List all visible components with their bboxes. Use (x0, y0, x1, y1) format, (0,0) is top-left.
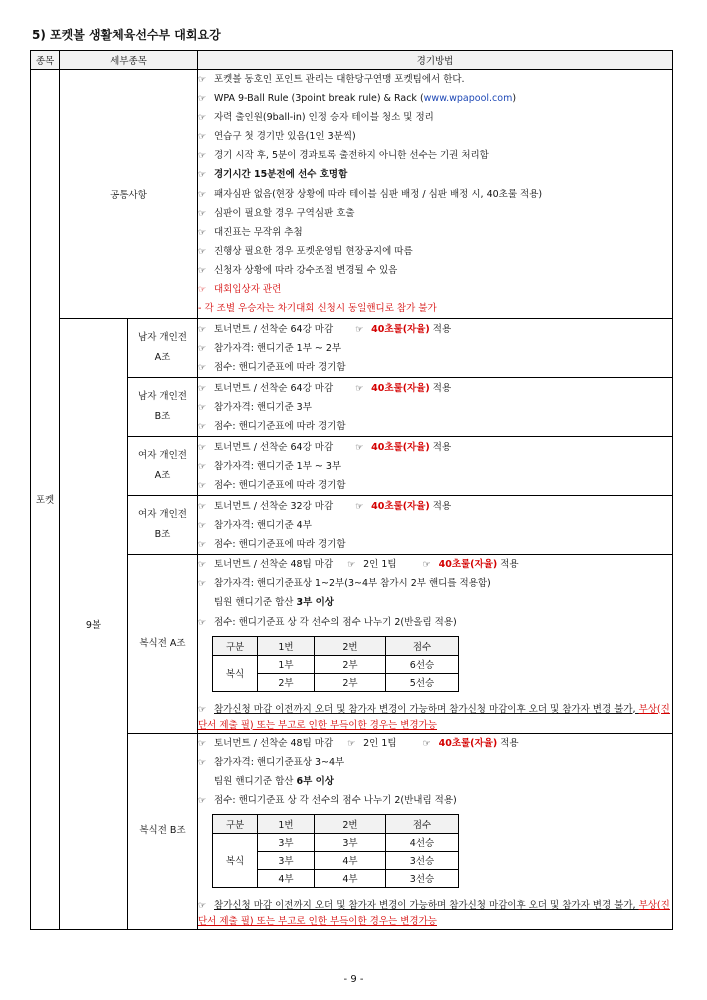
pointing-hand-icon: ☞ (198, 539, 207, 550)
division-label: 여자 개인전 B조 (128, 496, 198, 555)
sport-cell: 포켓 (31, 70, 60, 930)
division-lines: ☞ 토너먼트 / 선착순 48팀 마감 ☞ 2인 1팀 ☞ 40초룰(자율) 적용 ☞ 참가자격: 핸디기준표상 3~4부 팀원 핸디기준 합산 6부 이상 ☞ 점수: 핸디기준표 상 각 선수의 점수 나누기 2(반내림 적용) 구분 1번 2번 점수 복식 3부 3부 4선승 3부 4부 3선승 4부 4부 3선승 ☞ 참가신청 마감 이전까지 오더 및 참가자 변경이 가능하며 참가신청 마감이후 오더 및 참가자 변경 불가, 부상(진단서 제출 필) 또는 부고로 인한 부득이한 경우는 변경가능 (198, 733, 673, 929)
pointing-hand-icon: ☞ (198, 227, 207, 238)
pointing-hand-icon: ☞ (355, 383, 364, 394)
pointing-hand-icon: ☞ (198, 402, 207, 413)
pointing-hand-icon: ☞ (198, 75, 207, 85)
common-line: ☞ 자력 출인원(9ball-in) 인정 승자 테이블 청소 및 정리 (198, 108, 672, 127)
division-lines: ☞ 토너먼트 / 선착순 48팀 마감 ☞ 2인 1팀 ☞ 40초룰(자율) 적용 ☞ 참가자격: 핸디기준표상 1~2부(3~4부 참가시 2부 핸디를 적용함) 팀원 핸디기준 합산 3부 이상 ☞ 점수: 핸디기준표 상 각 선수의 점수 나누기 2(반올림 적용) 구분 1번 2번 점수 복식 1부 2부 6선승 2부 2부 5선승 ☞ 참가신청 마감 이전까지 오더 및 참가자 변경이 가능하며 참가신청 마감이후 오더 및 참가자 변경 불가, 부상(진단서 제출 필) 또는 부고로 인한 부득이한 경우는 변경가능 (198, 555, 673, 733)
doubles-row (31, 555, 673, 733)
division-lines: ☞ 토너먼트 / 선착순 32강 마감 ☞ 40초룰(자율) 적용 ☞ 참가자격: 핸디기준 4부 ☞ 점수: 핸디기준표에 따라 경기함 (198, 496, 673, 555)
page-title: 5) 포켓볼 생활체육선수부 대회요강 (32, 28, 221, 42)
header-method: 경기방법 (198, 51, 673, 70)
common-label: 공통사항 (60, 70, 198, 319)
common-line: - 각 조별 우승자는 차기대회 신청시 동일핸디로 참가 불가 (198, 303, 437, 315)
header-detail: 세부종목 (60, 51, 198, 70)
common-line: ☞ 경기 시작 후, 5분이 경과토록 출전하지 아니한 선수는 기권 처리함 (198, 146, 672, 165)
pointing-hand-icon: ☞ (198, 421, 207, 432)
pointing-hand-icon: ☞ (422, 560, 431, 571)
pointing-hand-icon: ☞ (198, 617, 207, 628)
common-lines (198, 70, 673, 319)
division-lines: ☞ 토너먼트 / 선착순 64강 마감 ☞ 40초룰(자율) 적용 ☞ 참가자격: 핸디기준 1부 ~ 3부 ☞ 점수: 핸디기준표에 따라 경기함 (198, 437, 673, 496)
division-label: 복식전 A조 (128, 555, 198, 733)
table-header-row (31, 51, 673, 70)
pointing-hand-icon: ☞ (355, 442, 364, 453)
division-label: 복식전 B조 (128, 733, 198, 929)
sub-sport-cell: 9볼 (60, 319, 128, 930)
score-table: 구분 1번 2번 점수 복식 1부 2부 6선승 2부 2부 5선승 (212, 636, 459, 692)
rules-table (30, 50, 673, 930)
pointing-hand-icon: ☞ (355, 324, 364, 335)
header-sport: 종목 (31, 51, 60, 70)
common-line: ☞ 대진표는 무작위 추첨 (198, 223, 672, 242)
division-label: 남자 개인전 A조 (128, 319, 198, 378)
pointing-hand-icon: ☞ (198, 324, 207, 335)
division-label: 여자 개인전 A조 (128, 437, 198, 496)
pointing-hand-icon: ☞ (198, 343, 207, 354)
pointing-hand-icon: ☞ (347, 560, 356, 571)
change-notice: ☞ 참가신청 마감 이전까지 오더 및 참가자 변경이 가능하며 참가신청 마감이후 오더 및 참가자 변경 불가, 부상(진단서 제출 필) 또는 부고로 인한 부득이한 경우는 변경가능 (198, 899, 670, 927)
pointing-hand-icon: ☞ (198, 501, 207, 512)
pointing-hand-icon: ☞ (198, 738, 207, 749)
pointing-hand-icon: ☞ (198, 170, 207, 181)
common-line: ☞ 패자심판 없음(현장 상황에 따라 테이블 심판 배정 / 심판 배정 시, 40초룰 적용) (198, 185, 672, 204)
singles-row (31, 437, 673, 496)
common-line: ☞ 포켓볼 동호인 포인트 관리는 대한당구연맹 포켓팀에서 한다. (198, 70, 672, 89)
pointing-hand-icon: ☞ (198, 480, 207, 491)
division-label: 남자 개인전 B조 (128, 378, 198, 437)
pointing-hand-icon: ☞ (198, 461, 207, 472)
common-line: ☞ WPA 9-Ball Rule (3point break rule) & Rack (www.wpapool.com) (198, 89, 672, 108)
pointing-hand-icon: ☞ (198, 113, 207, 124)
pointing-hand-icon: ☞ (198, 900, 207, 911)
change-notice: ☞ 참가신청 마감 이전까지 오더 및 참가자 변경이 가능하며 참가신청 마감이후 오더 및 참가자 변경 불가, 부상(진단서 제출 필) 또는 부고로 인한 부득이한 경우는 변경가능 (198, 703, 670, 731)
singles-row (31, 378, 673, 437)
pointing-hand-icon: ☞ (198, 94, 207, 105)
pointing-hand-icon: ☞ (198, 560, 207, 571)
pointing-hand-icon: ☞ (422, 738, 431, 749)
common-line: ☞ 심판이 필요할 경우 구역심판 호출 (198, 204, 672, 223)
page-number: - 9 - (343, 974, 364, 985)
pointing-hand-icon: ☞ (198, 151, 207, 162)
common-line: ☞ 신청자 상황에 따라 강수조절 변경될 수 있음 (198, 261, 672, 280)
common-line: ☞ 대회입상자 관련 (198, 280, 672, 299)
pointing-hand-icon: ☞ (198, 442, 207, 453)
common-line: ☞ 경기시간 15분전에 선수 호명함 (198, 165, 672, 184)
pointing-hand-icon: ☞ (198, 132, 207, 143)
pointing-hand-icon: ☞ (198, 704, 207, 715)
pointing-hand-icon: ☞ (198, 383, 207, 394)
common-row (31, 70, 673, 319)
pointing-hand-icon: ☞ (198, 579, 207, 590)
wpa-link[interactable]: www.wpapool.com (423, 93, 513, 105)
common-line: ☞ 연습구 첫 경기만 있음(1인 3분씩) (198, 127, 672, 146)
singles-row (31, 496, 673, 555)
pointing-hand-icon: ☞ (198, 795, 207, 806)
division-lines: ☞ 토너먼트 / 선착순 64강 마감 ☞ 40초룰(자율) 적용 ☞ 참가자격: 핸디기준 1부 ~ 2부 ☞ 점수: 핸디기준표에 따라 경기함 (198, 319, 673, 378)
pointing-hand-icon: ☞ (198, 265, 207, 276)
pointing-hand-icon: ☞ (198, 246, 207, 257)
pointing-hand-icon: ☞ (347, 738, 356, 749)
doubles-row (31, 733, 673, 929)
pointing-hand-icon: ☞ (198, 189, 207, 200)
score-table: 구분 1번 2번 점수 복식 3부 3부 4선승 3부 4부 3선승 4부 4부 3선승 (212, 814, 459, 888)
common-line: ☞ 진행상 필요한 경우 포켓운영팀 현장공지에 따름 (198, 242, 672, 261)
pointing-hand-icon: ☞ (198, 520, 207, 531)
pointing-hand-icon: ☞ (198, 285, 207, 296)
division-lines: ☞ 토너먼트 / 선착순 64강 마감 ☞ 40초룰(자율) 적용 ☞ 참가자격: 핸디기준 3부 ☞ 점수: 핸디기준표에 따라 경기함 (198, 378, 673, 437)
singles-row (31, 319, 673, 378)
pointing-hand-icon: ☞ (198, 362, 207, 373)
pointing-hand-icon: ☞ (198, 208, 207, 219)
pointing-hand-icon: ☞ (198, 757, 207, 768)
pointing-hand-icon: ☞ (355, 501, 364, 512)
